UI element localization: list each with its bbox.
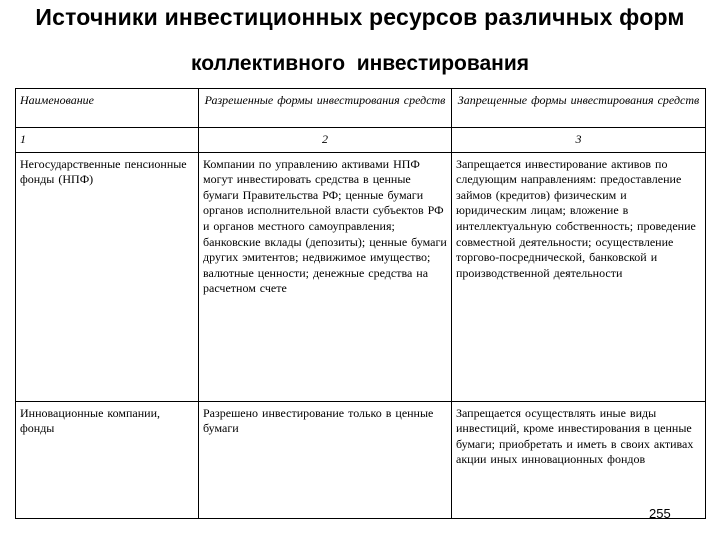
header-prohibited: Запрещенные формы инвестирования средств xyxy=(452,89,706,128)
row-name-cell: Негосударственные пенсионные фонды (НПФ) xyxy=(16,152,199,401)
column-number-2: 2 xyxy=(199,128,452,153)
table-column-numbers-row xyxy=(16,128,706,153)
row-prohibited-cell: Запрещается осуществлять иные виды инвестиций, кроме инвестирования в ценные бумаги; приобретать и иметь в своих активах акции иных инновационных фондов xyxy=(452,401,706,518)
page-title: Источники инвестиционных ресурсов различных форм xyxy=(35,4,685,30)
row-allowed-cell: Разрешено инвестирование только в ценные бумаги xyxy=(199,401,452,518)
header-name: Наименование xyxy=(16,89,199,128)
table-row xyxy=(16,401,706,518)
page-number: 255 xyxy=(649,506,671,521)
row-name-cell: Инновационные компании, фонды xyxy=(16,401,199,518)
row-allowed-cell: Компании по управлению активами НПФ могут инвестировать средства в ценные бумаги Правительства РФ; ценные бумаги органов исполнительной власти субъектов РФ и органов местного самоуправления; банковские вклады (депозиты); ценные бумаги других эмитентов; недвижимое имущество; валютные ценности; денежные средства на расчетном счете xyxy=(199,152,452,401)
table-header-row xyxy=(16,89,706,128)
table-row xyxy=(16,152,706,401)
column-number-1: 1 xyxy=(16,128,199,153)
header-allowed: Разрешенные формы инвестирования средств xyxy=(199,89,452,128)
page-subtitle: коллективного инвестирования xyxy=(190,52,530,75)
investment-sources-table xyxy=(15,88,706,519)
row-prohibited-cell: Запрещается инвестирование активов по следующим направлениям: предоставление займов (кредитов) физическим и юридическим лицам; вложение в интеллектуальную собственность; проведение совместной деятельности; осуществление торгово-посреднической, банковской и производственной деятельности xyxy=(452,152,706,401)
column-number-3: 3 xyxy=(452,128,706,153)
